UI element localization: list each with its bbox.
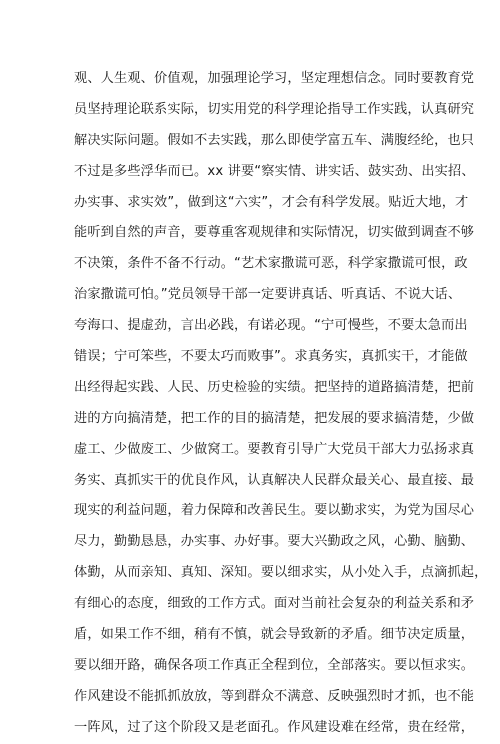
text-line: 作风建设不能抓抓放放，等到群众不满意、反映强烈时才抓，也不能 [74,688,475,704]
text-line: 盾，如果工作不细，稍有不慎，就会导致新的矛盾。细节决定质量， [74,627,475,643]
text-line: 错误；宁可笨些，不要太巧而败事”。求真务实，真抓实干，才能做 [74,349,468,365]
text-line: 尽力，勤勤恳恳，办实事、办好事。要大兴勤政之风，心勤、脑勤、 [74,534,475,550]
text-line: 体勤，从而亲知、真知、深知。要以细求实，从小处入手，点滴抓起， [74,565,488,581]
text-line: 出经得起实践、人民、历史检验的实绩。把坚持的道路搞清楚，把前 [74,379,475,395]
text-line: 能听到自然的声音，要尊重客观规律和实际情况，切实做到调查不够 [74,225,475,241]
text-line: 不过是多些浮华而已。xx 讲要“察实情、讲实话、鼓实劲、出实招、 [74,163,475,179]
text-line: 虚工、少做废工、少做窝工。要教育引导广大党员干部大力弘扬求真 [74,441,475,457]
body-text [74,64,488,744]
text-line: 观、人生观、价值观，加强理论学习，坚定理想信念。同时要教育党 [74,71,475,86]
text-line: 进的方向搞清楚，把工作的目的搞清楚，把发展的要求搞清楚，少做 [74,410,475,426]
text-line: 要以细开路，确保各项工作真正全程到位，全部落实。要以恒求实。 [74,657,475,673]
text-line: 治家撒谎可怕。”党员领导干部一定要讲真话、听真话、不说大话、 [74,287,462,303]
text-line: 务实、真抓实干的优良作风，认真解决人民群众最关心、最直接、最 [74,472,475,488]
text-line: 不决策，条件不备不行动。“艺术家撒谎可恶，科学家撒谎可恨，政 [74,256,468,272]
text-line: 员坚持理论联系实际，切实用党的科学理论指导工作实践，认真研究 [74,101,475,117]
text-line: 解决实际问题。假如不去实践，那么即使学富五车、满腹经纶，也只 [74,132,475,148]
text-line: 一阵风，过了这个阶段又是老面孔。作风建设难在经常，贵在经常， [74,719,475,735]
text-line: 现实的利益问题，着力保障和改善民生。要以勤求实，为党为国尽心 [74,503,475,519]
text-line: 有细心的态度，细致的工作方式。面对当前社会复杂的利益关系和矛 [74,596,475,612]
text-line: 夸海口、提虚劲，言出必践，有诺必现。“宁可慢些，不要太急而出 [74,318,468,334]
text-line: 办实事、求实效”，做到这“六实”，才会有科学发展。贴近大地，才 [74,194,469,210]
